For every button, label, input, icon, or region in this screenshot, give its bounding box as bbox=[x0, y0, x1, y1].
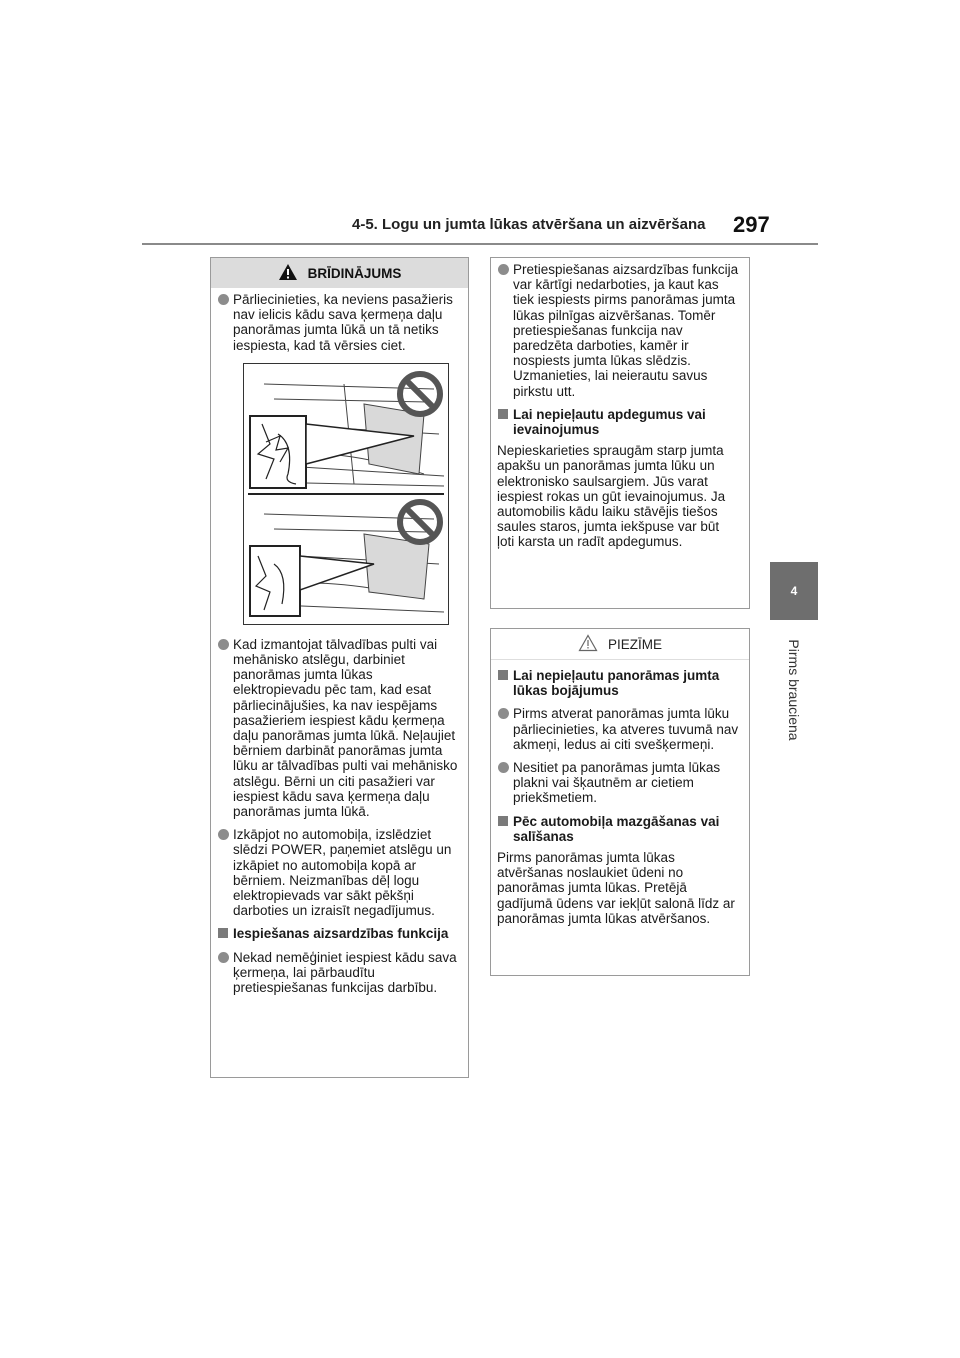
item-text: Pirms panorāmas jumta lūkas atvēršanas noslaukiet ūdeni no panorāmas jumta lūkas. Pretējā gadījumā ūdens var iekļūt salonā līdz ar panorāmas jumta lūkas atvēršanos. bbox=[497, 850, 735, 926]
heading-square-icon bbox=[498, 816, 508, 826]
warning-title: BRĪDINĀJUMS bbox=[307, 265, 402, 281]
page-number: 297 bbox=[733, 212, 770, 237]
header-divider bbox=[142, 243, 818, 245]
subheading bbox=[217, 926, 458, 941]
item-text: Nekad nemēģiniet iespiest kādu sava ķermeņa, lai pārbaudītu pretiespiešanas funkcijas darbību. bbox=[233, 949, 457, 996]
item-text: Nepieskarieties spraugām starp jumta apakšu un panorāmas jumta lūku un elektronisko saulsargiem. Jūs varat iespiest rokas un gūt ievainojumus. Ja automobilis kādu laiku stāvējis tiešos saules staros, jumta iekšpuse var būt ļoti karsta un radīt apdegumus. bbox=[497, 443, 726, 550]
note-title: PIEZĪME bbox=[607, 636, 662, 652]
bullet-item bbox=[217, 950, 458, 996]
heading-square-icon bbox=[498, 670, 508, 680]
warning-triangle-icon bbox=[278, 263, 298, 284]
warning-continuation-box bbox=[490, 257, 750, 609]
bullet-item bbox=[497, 760, 739, 806]
chapter-number: 4 bbox=[790, 584, 798, 598]
item-text: Pirms atverat panorāmas jumta lūku pārliecinieties, ka atveres tuvumā nav akmeņi, ledus ai citi svešķermeņi. bbox=[513, 706, 739, 752]
item-text: Izkāpjot no automobiļa, izslēdziet slēdzi POWER, paņemiet atslēgu un izkāpiet no automobiļa kopā ar bērniem. Neizmanības dēļ logu elektropievads var sākt pēkšņi darboties un izraisīt negadījumus. bbox=[233, 827, 452, 919]
note-body bbox=[491, 660, 749, 942]
bullet-circle-icon bbox=[218, 952, 229, 963]
sunroof-hazard-illustration bbox=[243, 363, 449, 625]
warning-continuation-list bbox=[497, 262, 739, 550]
warning-header bbox=[211, 258, 468, 288]
note-box bbox=[490, 628, 750, 976]
note-list bbox=[497, 668, 739, 926]
subheading bbox=[497, 814, 739, 844]
bullet-circle-icon bbox=[498, 708, 509, 719]
subheading bbox=[497, 407, 739, 437]
subheading bbox=[497, 668, 739, 698]
item-text: Lai nepieļautu apdegumus vai ievainojumus bbox=[513, 406, 706, 438]
paragraph bbox=[497, 850, 739, 926]
item-text: Kad izmantojat tālvadības pulti vai mehānisko atslēgu, darbiniet panorāmas jumta lūkas elektropievadu pēc tam, kad esat pārliecinājušies, ka nav iespējams pasažieriem iespiest kādu ķermeņa daļu panorāmas jumta lūkā. Neļaujiet bērniem darbināt panorāmas jumta lūku ar tālvadības pulti vai mehānisko atslēgu. Bērni un citi pasažieri var iespiest kādu sava ķermeņa daļu panorāmas jumta lūkā. bbox=[233, 636, 458, 820]
bullet-circle-icon bbox=[218, 829, 229, 840]
warning-list-bottom bbox=[217, 637, 458, 995]
bullet-item bbox=[497, 706, 739, 752]
warning-body bbox=[211, 288, 468, 1011]
section-title: 4-5. Logu un jumta lūkas atvēršana un aizvēršana bbox=[352, 216, 706, 233]
bullet-item bbox=[217, 637, 458, 819]
item-text: Lai nepieļautu panorāmas jumta lūkas bojājumus bbox=[513, 668, 720, 699]
bullet-circle-icon bbox=[218, 639, 229, 650]
item-text: Pretiespiešanas aizsardzības funkcija var kārtīgi nedarboties, ja kaut kas tiek iespiests pirms panorāmas jumta lūkas pilnīgas aizvēršanas. Tomēr pretiespiešanas funkcija nav paredzēta darboties, kamēr ir nospiests jumta lūkas slēdzis. Uzmanieties, lai neierautu savus pirkstu utt. bbox=[513, 262, 739, 399]
chapter-label: Pirms brauciena bbox=[786, 639, 802, 741]
bullet-circle-icon bbox=[218, 294, 229, 305]
bullet-item bbox=[217, 292, 458, 353]
item-text: Nesitiet pa panorāmas jumta lūkas plakni vai šķautnēm ar cietiem priekšmetiem. bbox=[513, 760, 721, 806]
paragraph bbox=[497, 443, 739, 549]
bullet-item bbox=[497, 262, 739, 399]
chapter-tab bbox=[770, 562, 818, 620]
bullet-circle-icon bbox=[498, 762, 509, 773]
bullet-item bbox=[217, 827, 458, 918]
warning-list-top bbox=[217, 292, 458, 353]
heading-square-icon bbox=[218, 928, 228, 938]
caution-triangle-icon bbox=[578, 634, 598, 655]
item-text: Pārliecinieties, ka neviens pasažieris nav ielicis kādu sava ķermeņa daļu panorāmas jumta lūkā un tā netiks iespiesta, kad tā vērsies ciet. bbox=[233, 292, 453, 353]
bullet-circle-icon bbox=[498, 264, 509, 275]
heading-square-icon bbox=[498, 409, 508, 419]
note-header bbox=[491, 629, 749, 660]
warning-continuation-body bbox=[491, 258, 749, 566]
item-text: Pēc automobiļa mazgāšanas vai salīšanas bbox=[513, 813, 720, 844]
warning-box bbox=[210, 257, 469, 1078]
item-text: Iespiešanas aizsardzības funkcija bbox=[233, 926, 449, 942]
